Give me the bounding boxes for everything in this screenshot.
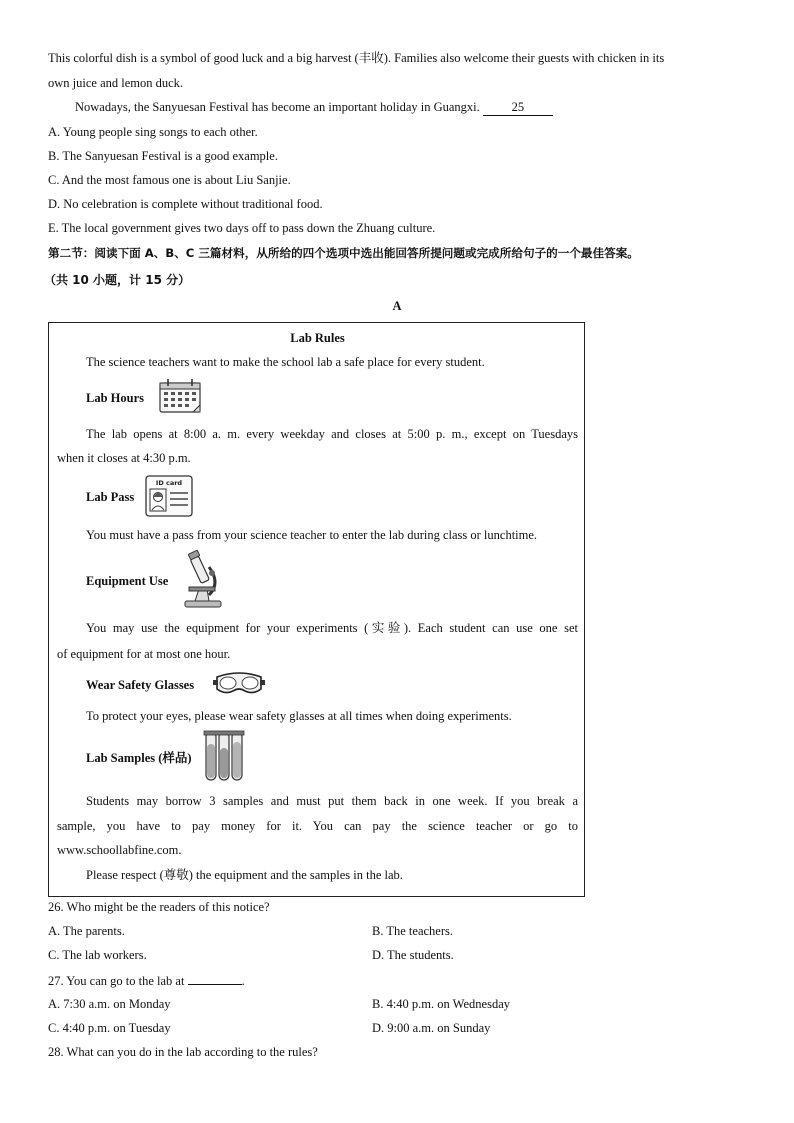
samples-text-1: Students may borrow 3 samples and must put them back in one week. If you break a [86, 794, 578, 808]
choice-a: A. Young people sing songs to each other. [48, 125, 258, 139]
passage-letter: A [392, 299, 402, 313]
glasses-heading: Wear Safety Glasses [86, 678, 195, 692]
q26-option-d: D. The students. [372, 948, 454, 962]
answer-blank-25: 25 [483, 99, 553, 116]
choice-b: B. The Sanyuesan Festival is a good example. [48, 149, 278, 163]
id-card-icon [144, 473, 194, 523]
lab-rules-notice [48, 322, 585, 897]
choice-e: E. The local government gives two days off to pass down the Zhuang culture. [48, 221, 436, 235]
q27-option-c: C. 4:40 p.m. on Tuesday [48, 1021, 171, 1035]
q27-stem-text: 27. You can go to the lab at [48, 974, 185, 988]
microscope-icon [179, 549, 227, 613]
samples-heading: Lab Samples (样品) [86, 751, 192, 765]
passage-line-3-text: Nowadays, the Sanyuesan Festival has become an important holiday in Guangxi. [75, 100, 480, 114]
passage-line-3 [75, 99, 553, 116]
question-27-stem [48, 972, 245, 989]
section-instruction: 第二节：阅读下面 A、B、C 三篇材料，从所给的四个选项中选出能回答所提问题或完成所给句子的一个最佳答案。 [48, 246, 639, 260]
q27-stem-end: . [241, 974, 245, 988]
question-28-stem: 28. What can you do in the lab according to the rules? [48, 1045, 318, 1059]
equipment-heading: Equipment Use [86, 574, 169, 588]
q26-option-b: B. The teachers. [372, 924, 453, 938]
choice-d: D. No celebration is complete without traditional food. [48, 197, 323, 211]
q27-answer-blank [188, 972, 242, 985]
equipment-text-2: of equipment for at most one hour. [57, 647, 231, 661]
lab-pass-heading: Lab Pass [86, 490, 135, 504]
notice-title: Lab Rules [290, 331, 345, 345]
lab-pass-text: You must have a pass from your science teacher to enter the lab during class or lunchtime. [86, 528, 538, 542]
respect-text: Please respect (尊敬) the equipment and the samples in the lab. [86, 868, 403, 882]
test-tubes-icon [202, 730, 246, 788]
choice-c: C. And the most famous one is about Liu Sanjie. [48, 173, 291, 187]
safety-glasses-icon [213, 669, 265, 701]
q27-option-a: A. 7:30 a.m. on Monday [48, 997, 171, 1011]
samples-text-3: www.schoollabfine.com. [57, 843, 182, 857]
passage-line-1: This colorful dish is a symbol of good luck and a big harvest (丰收). Families also welcome their guests with chicken in its [48, 51, 665, 65]
q27-option-d: D. 9:00 a.m. on Sunday [372, 1021, 491, 1035]
section-score: （共 10 小题，计 15 分） [44, 273, 191, 287]
q26-option-c: C. The lab workers. [48, 948, 147, 962]
lab-hours-heading: Lab Hours [86, 391, 145, 405]
passage-line-2: own juice and lemon duck. [48, 76, 184, 90]
question-26-stem: 26. Who might be the readers of this notice? [48, 900, 270, 914]
q27-option-b: B. 4:40 p.m. on Wednesday [372, 997, 510, 1011]
calendar-icon [157, 377, 203, 419]
q26-option-a: A. The parents. [48, 924, 125, 938]
lab-hours-text-2: when it closes at 4:30 p.m. [57, 451, 191, 465]
lab-hours-text-1: The lab opens at 8:00 a. m. every weekday and closes at 5:00 p. m., except on Tuesdays [86, 427, 578, 441]
samples-text-2: sample, you have to pay money for it. You can pay the science teacher or go to [57, 819, 578, 833]
equipment-text-1: You may use the equipment for your experiments (实验). Each student can use one set [86, 621, 578, 635]
notice-intro: The science teachers want to make the school lab a safe place for every student. [86, 355, 485, 369]
id-card-label: ID card [155, 479, 183, 487]
glasses-text: To protect your eyes, please wear safety glasses at all times when doing experiments. [86, 709, 512, 723]
